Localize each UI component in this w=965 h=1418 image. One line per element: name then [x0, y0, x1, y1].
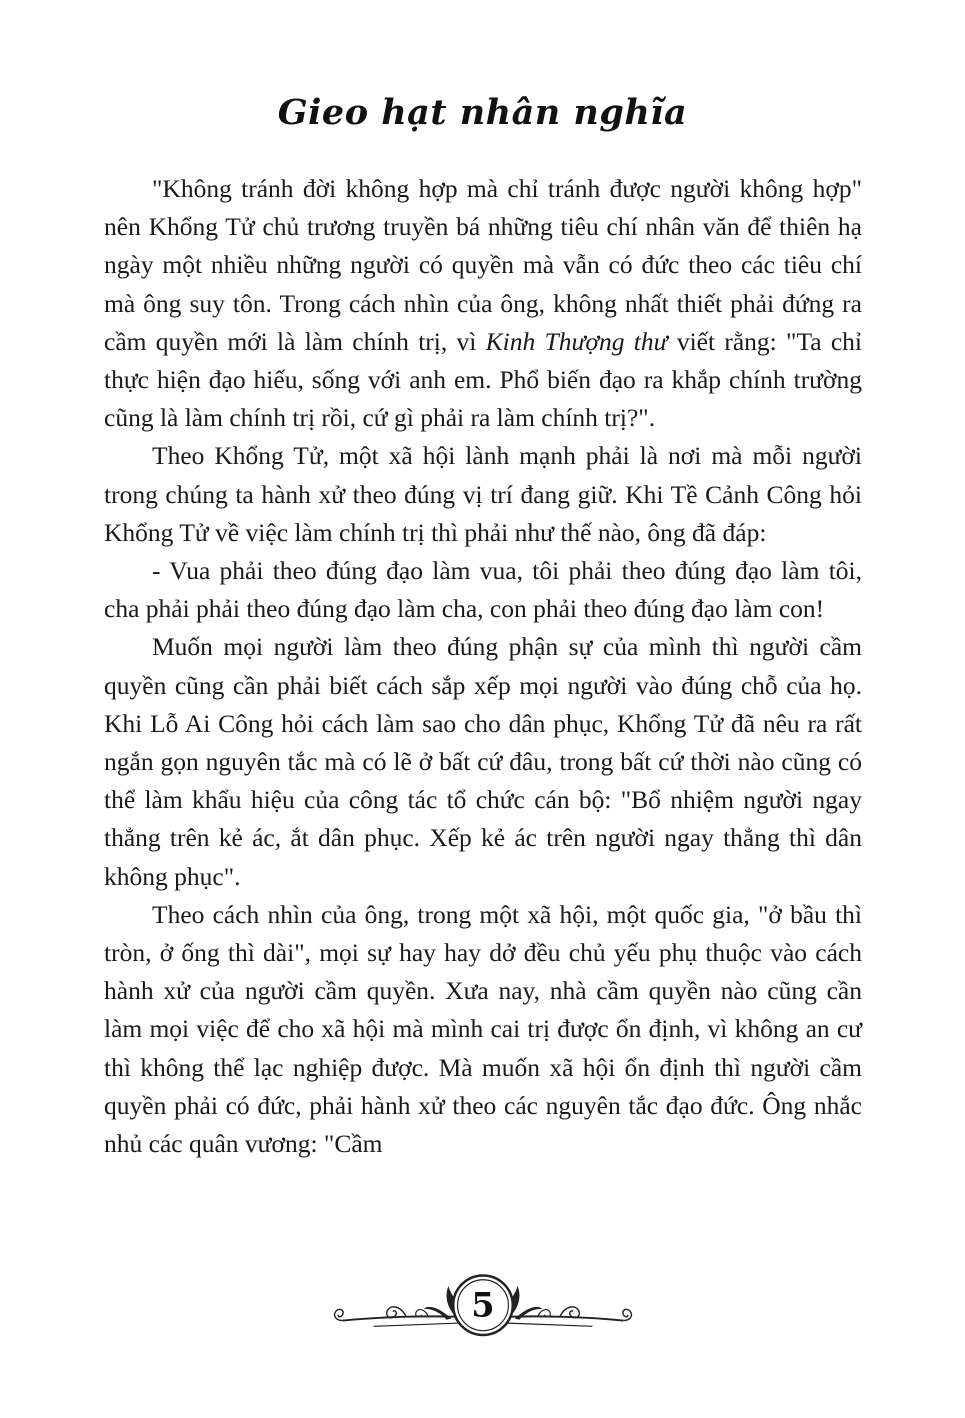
paragraph-1-text-after: viết rằng: "Ta chỉ thực hiện đạo hiếu, sống với anh em. Phổ biến đạo ra khắp chính trường cũng là làm chính trị rồi, cứ gì phải ra làm chính trị?". [104, 326, 863, 433]
body-text-column [104, 170, 862, 1163]
paragraph: - Vua phải theo đúng đạo làm vua, tôi phải theo đúng đạo làm tôi, cha phải phải theo đúng đạo làm cha, con phải theo đúng đạo làm con! [104, 556, 862, 624]
page-footer [0, 1262, 965, 1358]
paragraph-1-text-before: "Không tránh đời không hợp mà chỉ tránh được người không hợp" nên Khổng Tử chủ trương truyền bá những tiêu chí nhân văn để thiên hạ ngày một nhiều những người có quyền mà vẫn có đức theo các tiêu chí mà ông suy tôn. Trong cách nhìn của ông, không nhất thiết phải đứng ra cầm quyền mới là làm chính trị, vì [104, 174, 862, 356]
paragraph: Theo cách nhìn của ông, trong một xã hội, một quốc gia, "ở bầu thì tròn, ở ống thì dài", mọi sự hay hay dở đều chủ yếu phụ thuộc vào cách hành xử của người cầm quyền. Xưa nay, nhà cầm quyền nào cũng cần làm mọi việc để cho xã hội mà mình cai trị được ổn định, vì không an cư thì không thể lạc nghiệp được. Mà muốn xã hội ổn định thì người cầm quyền phải có đức, phải hành xử theo các nguyên tắc đạo đức. Ông nhắc nhủ các quân vương: "Cầm [104, 899, 862, 1159]
book-title-reference: Kinh Thượng thư [485, 326, 668, 356]
footer-flourish-ornament [328, 1262, 638, 1358]
paragraph: Muốn mọi người làm theo đúng phận sự của mình thì người cầm quyền cũng cần phải biết cách sắp xếp mọi người vào đúng chỗ của họ. Khi Lỗ Ai Công hỏi cách làm sao cho dân phục, Khổng Tử đã nêu ra rất ngắn gọn nguyên tắc mà có lẽ ở bất cứ đâu, trong bất cứ thời nào cũng có thể làm khẩu hiệu của công tác tổ chức cán bộ: "Bổ nhiệm người ngay thẳng trên kẻ ác, ắt dân phục. Xếp kẻ ác trên người ngay thẳng thì dân không phục". [104, 632, 862, 891]
paragraph: Theo Khổng Tử, một xã hội lành mạnh phải là nơi mà mỗi người trong chúng ta hành xử theo đúng vị trí đang giữ. Khi Tề Cảnh Công hỏi Khổng Tử về việc làm chính trị thì phải như thế nào, ông đã đáp: [104, 441, 862, 547]
page-number: 5 [470, 1284, 495, 1325]
page-title: Gieo hạt nhân nghĩa [277, 92, 688, 133]
paragraph [104, 170, 862, 437]
